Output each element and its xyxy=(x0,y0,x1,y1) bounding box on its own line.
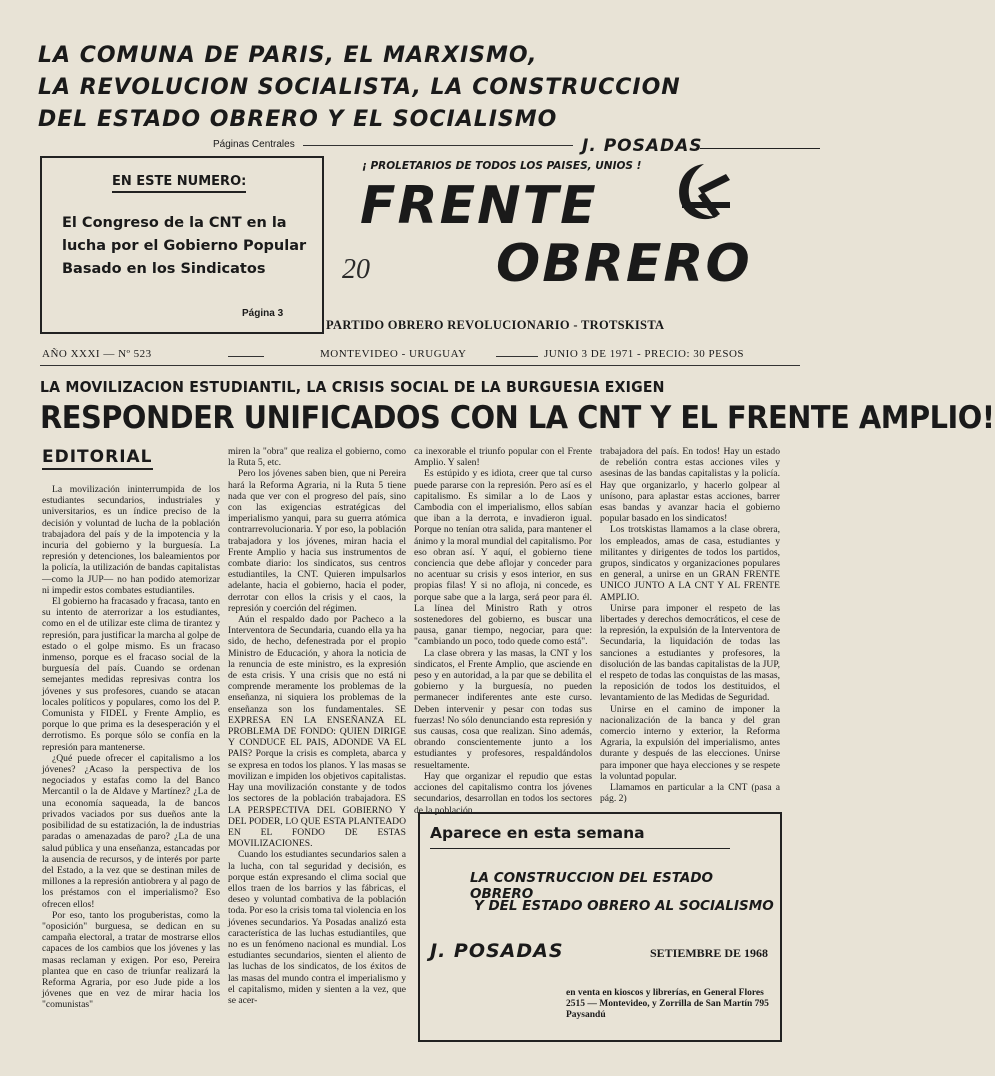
pages-label: Páginas Centrales xyxy=(213,139,295,150)
announcement-box xyxy=(418,812,782,1042)
headline-line-1: LA COMUNA DE PARIS, EL MARXISMO, xyxy=(38,43,538,68)
paragraph: Es estúpido y es idiota, creer que tal curso puede pararse con la represión. Pero así es el capitalismo. Es similar a lo de Laos y Cambodia con el imperialismo, ellos sabían que iban a la derrota, e invadieron igual. Porque no tenían otra salida, para mantener el ánimo y la moral mundial del capitalismo. Por eso obran así. Y aquí, el gobierno tiene conciencia que debe aflojar y conceder para no acentuar su crisis y esos interior, en sus propias filas! Y si no afloja, ni concede, es porque sabe que a la larga, será peor para él. La línea del Ministro Rath y otros sostenedores del gobierno, es buscar una pausa, ganar tiempo, negociar, para que: "cambiando un poco, todo quede como está". xyxy=(414,468,592,648)
paragraph: trabajadora del país. En todos! Hay un estado de rebelión contra estas acciones viles y asesinas de las bandas capitalistas y la policía. Hay que organizarlo, y hacerlo golpear al unísono, para aplastar estas acciones, barrer esas bandas y avanzar hacia el gobierno popular basado en los sindicatos! xyxy=(600,446,780,525)
paragraph: Cuando los estudiantes secundarios salen a la lucha, con tal seguridad y decisión, es porque están expresando el clima social que ellos traen de los barrios y las fábricas, el deseo y voluntad combativa de la población toda. Por eso la crisis toma tal violencia en los jóvenes secundarios. Ya Posadas analizó esta característica de las luchas estudiantiles, que no es un fenómeno nacional es mundial. Los estudiantes secundarios, sienten el aliento de las luchas de los sindicatos, de los éxitos de las masas del mundo contra el imperialismo y el capitalismo, miden y sienten a la vez, que se acer- xyxy=(228,849,406,1006)
paragraph: Unirse para imponer el respeto de las libertades y derechos democráticos, el cese de la represión, la expulsión de la Interventora de Secundaria, la liquidación de todas las sanciones a estudiantes y profesores, la disolución de las bandas capitalistas de la JUP, el respeto de todas las conquistas de las masas, la reposición de todos los destituidos, el levantamiento de las Medidas de Seguridad. xyxy=(600,602,780,704)
paragraph: ca inexorable el triunfo popular con el Frente Amplio. Y salen! xyxy=(414,446,592,469)
paragraph: Pero los jóvenes saben bien, que ni Pereira hará la Reforma Agraria, ni la Ruta 5 tiene nada que ver con el progreso del país, sino con las exigencias estratégicas del imperialismo yanqui, para su guerra atómica contrarrevolucionaria. Y por eso, la población trabajadora y los jóvenes, miran hacia el Frente Amplio y hacia sus instrumentos de combate diario: los sindicatos, sus centros estudiantiles, la CNT. Quieren impulsarlos adelante, hacia el gobierno, hacia el poder, derrotar con ellos la crisis y el caos, la represión y coerción del régimen. xyxy=(228,468,406,614)
paragraph: miren la "obra" que realiza el gobierno, como la Ruta 5, etc. xyxy=(228,446,406,469)
issue-place: MONTEVIDEO - URUGUAY xyxy=(320,348,467,360)
issue-divider-2 xyxy=(496,356,538,357)
editorial-column-3 xyxy=(414,446,592,816)
contents-box xyxy=(40,156,324,334)
issue-date-price: JUNIO 3 DE 1971 - PRECIO: 30 PESOS xyxy=(544,348,745,360)
paragraph: Los trotskistas llamamos a la clase obrera, los empleados, amas de casa, estudiantes y militantes y dirigentes de todos los partidos, grupos, sindicatos y organizaciones populares en general, a unirse en un GRAN FRENTE UNICO JUNTO A LA CNT Y AL FRENTE AMPLIO. xyxy=(600,524,780,603)
issue-year-number: AÑO XXXI — Nº 523 xyxy=(42,348,152,360)
issue-bottom-rule xyxy=(40,365,800,366)
lead-banner: RESPONDER UNIFICADOS CON LA CNT Y EL FRENTE AMPLIO! xyxy=(40,400,995,436)
announcement-sale-info: en venta en kioscos y librerías, en General Flores 2515 — Montevideo, y Zorrilla de San Martín 795 Paysandú xyxy=(566,988,769,1020)
party-name: PARTIDO OBRERO REVOLUCIONARIO - TROTSKISTA xyxy=(326,318,665,332)
contents-title: EN ESTE NUMERO: xyxy=(112,174,246,193)
editorial-column-4 xyxy=(600,446,780,866)
announcement-date: SETIEMBRE DE 1968 xyxy=(650,946,769,960)
paragraph: Hay que organizar el repudio que estas acciones del capitalismo contra los jóvenes secundarios, desarrollan en todos los sectores de la población xyxy=(414,770,592,816)
masthead-name-line-2: OBRERO xyxy=(496,234,752,294)
editorial-column-2 xyxy=(228,446,406,1066)
paragraph: ¿Qué puede ofrecer el capitalismo a los jóvenes? ¿Acaso la perspectiva de los negociados y estafas como la del Banco Mercantil o la de Aldave y Martínez? ¿La de una economía saqueada, la de bancos privados vaciados por sus dueños ante la posibilidad de su estatización, la de industrias paradas o amenazadas de paro? ¿La de una salud pública y una enseñanza, estancadas por la ausencia de recursos, y de interés por parte del Estado, a la vez que se destinan miles de millones a la represión antiobrera y al pago de los préstamos con el imperialismo? Eso ofrecen ellos! xyxy=(42,752,220,910)
announcement-author: J. POSADAS xyxy=(430,940,564,962)
masthead-slogan: ¡ PROLETARIOS DE TODOS LOS PAISES, UNIOS ! xyxy=(362,160,642,172)
paragraph: Llamamos en particular a la CNT (pasa a pág. 2) xyxy=(600,782,780,805)
top-headline xyxy=(38,40,718,136)
paragraph: La movilización ininterrumpida de los estudiantes secundarios, industriales y universitarios, es un índice preciso de la decisión y voluntad de lucha de la población trabajadora del país y de la impotencia y la incuria del gobierno y la burguesía. La represión y detenciones, los baleamientos por la policía, la utilización de bandas capitalistas —como la JUP— no han podido atemorizar ni impedir estos combates estudiantiles. xyxy=(42,484,220,596)
lead-kicker: LA MOVILIZACION ESTUDIANTIL, LA CRISIS SOCIAL DE LA BURGUESIA EXIGEN xyxy=(40,378,665,396)
handwritten-note: 20 xyxy=(342,254,370,285)
paragraph: La clase obrera y las masas, la CNT y los sindicatos, el Frente Amplio, que asciende en peso y en autoridad, a la par que se debilita el gobierno y la burguesía, no pueden permanecer indiferentes ante este curso. Deben intervenir y pesar con todas sus fuerzas! No sólo denunciando esta represión y sus causas, cosa que realizan. Sino además, obrando conscientemente junto a los estudiantes y profesores, respaldándolos resueltamente. xyxy=(414,647,592,771)
announcement-title-rule xyxy=(430,848,730,849)
paragraph: Por eso, tanto los proguberistas, como la "oposición" burguesa, se dedican en su campaña electoral, a tratar de mostrarse ellos capaces de los cambios que los jóvenes y las masas reclaman y exigen. Por eso, Pereira plantea que en caso de triunfar realizará la Reforma Agraria, por eso Jude pide a los jóvenes que en vez de mirar hacia los "comunistas" xyxy=(42,909,220,1011)
headline-author: J. POSADAS xyxy=(582,136,703,156)
announcement-title: Aparece en esta semana xyxy=(430,824,645,842)
contents-page: Página 3 xyxy=(242,308,284,319)
headline-line-3: DEL ESTADO OBRERO Y EL SOCIALISMO xyxy=(38,107,558,132)
author-divider xyxy=(700,148,820,149)
hammer-sickle-logo-icon xyxy=(668,158,740,228)
paragraph: Unirse en el camino de imponer la nacionalización de la banca y del gran comercio interno y exterior, la Reforma Agraria, la expulsión del imperialismo, antes durante y después de las elecciones. Unirse para imponer que haya elecciones y se respete la voluntad popular. xyxy=(600,703,780,782)
pages-divider xyxy=(303,145,573,146)
editorial-title: EDITORIAL xyxy=(42,447,153,470)
masthead-name-line-1: FRENTE xyxy=(360,176,598,236)
paragraph: Aún el respaldo dado por Pacheco a la Interventora de Secundaria, cuando ella ya ha sido, de hecho, defenestrada por el propio Ministro de Educación, y ahora la noticia de la renuncia de este ministro, es la expresión de esta crisis. Y una crisis que no está ni comprende meramente los problemas de la enseñanza, ni siquiera los problemas de la enseñanza son los fundamentales. SE EXPRESA EN LA ENSEÑANZA EL PROBLEMA DE FONDO: QUIEN DIRIGE Y CONDUCE EL PAIS, ADONDE VA EL PAIS? Porque la crisis es completa, abarca y se expresa en todos los planos. Y las masas se movilizan e impiden los objetivos capitalistas. Hay una movilización constante y de todos los sectores de la población trabajadora. ES LA PERSPECTIVA DEL GOBIERNO Y DEL PODER, LO QUE ESTA PLANTEADO EN EL FONDO DE ESTAS MOVILIZACIONES. xyxy=(228,614,406,850)
headline-line-2: LA REVOLUCION SOCIALISTA, LA CONSTRUCCION xyxy=(38,75,681,100)
issue-divider-1 xyxy=(228,356,264,357)
paragraph: El gobierno ha fracasado y fracasa, tanto en su intento de aterrorizar a los estudiantes, como en el de utilizar este clima de tirantez y represión, para justificar la marcha al golpe de estado o el golpe mismo. Es un fracaso inmenso, porque es el fracaso social de la burguesía del país. Cuando se ordenan semejantes medidas represivas contra los jóvenes y sus profesores, cuando se atacan locales políticos y populares, como los del P. Comunista y FIDEL y Frente Amplio, es porque lo que prima es la desesperación y el derrotismo. Es porque sólo se confía en la represión para mantenerse. xyxy=(42,596,220,753)
announcement-book-line-1: LA CONSTRUCCION DEL ESTADO OBRERO xyxy=(470,870,713,902)
contents-body: El Congreso de la CNT en la lucha por el Gobierno Popular Basado en los Sindicatos xyxy=(62,215,307,277)
announcement-book-line-2: Y DEL ESTADO OBRERO AL SOCIALISMO xyxy=(474,898,774,914)
editorial-column-1 xyxy=(42,484,220,1064)
